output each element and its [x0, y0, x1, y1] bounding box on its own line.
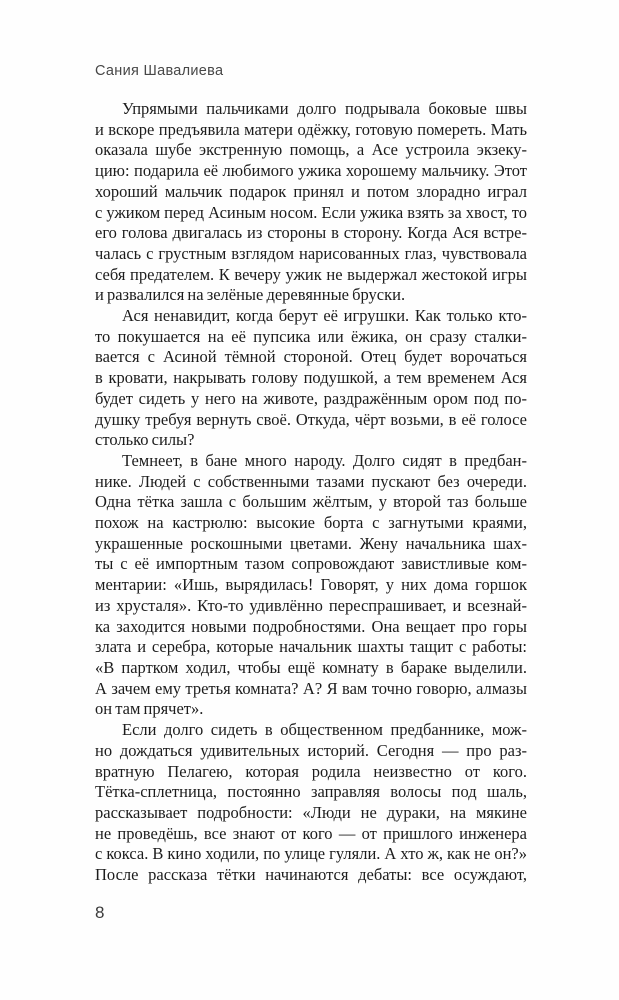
- paragraph: [95, 451, 527, 720]
- text-line: Тётка-сплетница, постоянно заправляя волосы под шаль,: [95, 782, 527, 802]
- text-line: Если долго сидеть в общественном предбаннике, мож-: [122, 720, 527, 740]
- text-line: Темнеет, в бане много народу. Долго сидят в предбан-: [122, 450, 527, 470]
- paragraph: [95, 99, 527, 306]
- text-line: похож на кастрюлю: высокие борта с загнутыми краями,: [95, 513, 527, 533]
- text-line: с кокса. В кино ходили, по улице гуляли. А хто ж, как не он?»: [95, 844, 527, 864]
- text-line: ментарии: «Ишь, вырядилась! Говорят, у них дома горшок: [95, 575, 527, 595]
- text-line: злата и серебра, которые начальник шахты тащит с работы:: [95, 637, 527, 657]
- text-line: то покушается на её пупсика или ёжика, он сразу сталки-: [95, 326, 527, 346]
- text-line: чалась с грустным взглядом нарисованных глаз, чувствовала: [95, 243, 527, 263]
- text-line: украшенные роскошными цветами. Жену начальника шах-: [95, 533, 527, 553]
- text-line: оказала шубе экстренную помощь, а Асе устроила экзеку-: [95, 140, 527, 160]
- page-number: 8: [95, 903, 105, 922]
- text-line: себя предателем. К вечеру ужик не выдержал жестокой игры: [95, 264, 527, 284]
- text-line: «В партком ходил, чтобы ещё комнату в бараке выделили.: [95, 657, 527, 677]
- text-line: душку требуя вернуть своё. Откуда, чёрт возьми, в её голосе: [95, 409, 527, 429]
- text-line: ка заходится новыми подробностями. Она вещает про горы: [95, 616, 527, 636]
- text-line: вается с Асиной тёмной стороной. Отец будет ворочаться: [95, 347, 527, 367]
- text-line: Упрямыми пальчиками долго подрывала боковые швы: [122, 99, 527, 118]
- running-header: Сания Шавалиева: [95, 63, 224, 79]
- text-line: его голова двигалась из стороны в сторону. Когда Ася встре-: [95, 223, 527, 243]
- text-line: но дождаться удивительных историй. Сегодня — про раз-: [95, 740, 527, 760]
- text-line: ты с её импортным тазом сопровождают завистливые ком-: [95, 554, 527, 574]
- text-line: в кровати, накрывать голову подушкой, а тем временем Ася: [95, 368, 527, 388]
- text-line: цию: подарила её любимого ужика хорошему мальчику. Этот: [95, 161, 527, 181]
- text-line: из хрусталя». Кто-то удивлённо переспрашивает, и всезнай-: [95, 595, 527, 615]
- text-line: После рассказа тётки начинаются дебаты: все осуждают,: [95, 865, 527, 885]
- text-block: [95, 99, 527, 886]
- text-line: А зачем ему третья комната? А? Я вам точно говорю, алмазы: [95, 678, 527, 698]
- text-line: не проведёшь, все знают от кого — от пришлого инженера: [95, 823, 527, 843]
- text-line: нике. Людей с собственными тазами пускают без очереди.: [95, 471, 527, 491]
- text-line: столько силы?: [95, 430, 195, 450]
- text-line: Ася ненавидит, когда берут её игрушки. Как только кто-: [122, 306, 527, 326]
- paragraph: [95, 720, 527, 886]
- text-line: рассказывает подробности: «Люди не дураки, на мякине: [95, 802, 527, 822]
- text-line: будет сидеть у него на животе, раздражённым ором под по-: [95, 388, 527, 408]
- text-line: и развалился на зелёные деревянные бруски.: [95, 285, 406, 305]
- text-line: Одна тётка зашла с большим жёлтым, у второй таз больше: [95, 492, 527, 512]
- text-line: с ужиком перед Асиным носом. Если ужика взять за хвост, то: [95, 202, 527, 222]
- text-line: хороший мальчик подарок принял и потом злорадно играл: [95, 181, 527, 201]
- text-line: он там прячет».: [95, 699, 204, 719]
- text-line: вратную Пелагею, которая родила неизвестно от кого.: [95, 761, 527, 781]
- paragraph: [95, 306, 527, 451]
- text-line: и вскоре предъявила матери одёжку, готовую помереть. Мать: [95, 119, 527, 139]
